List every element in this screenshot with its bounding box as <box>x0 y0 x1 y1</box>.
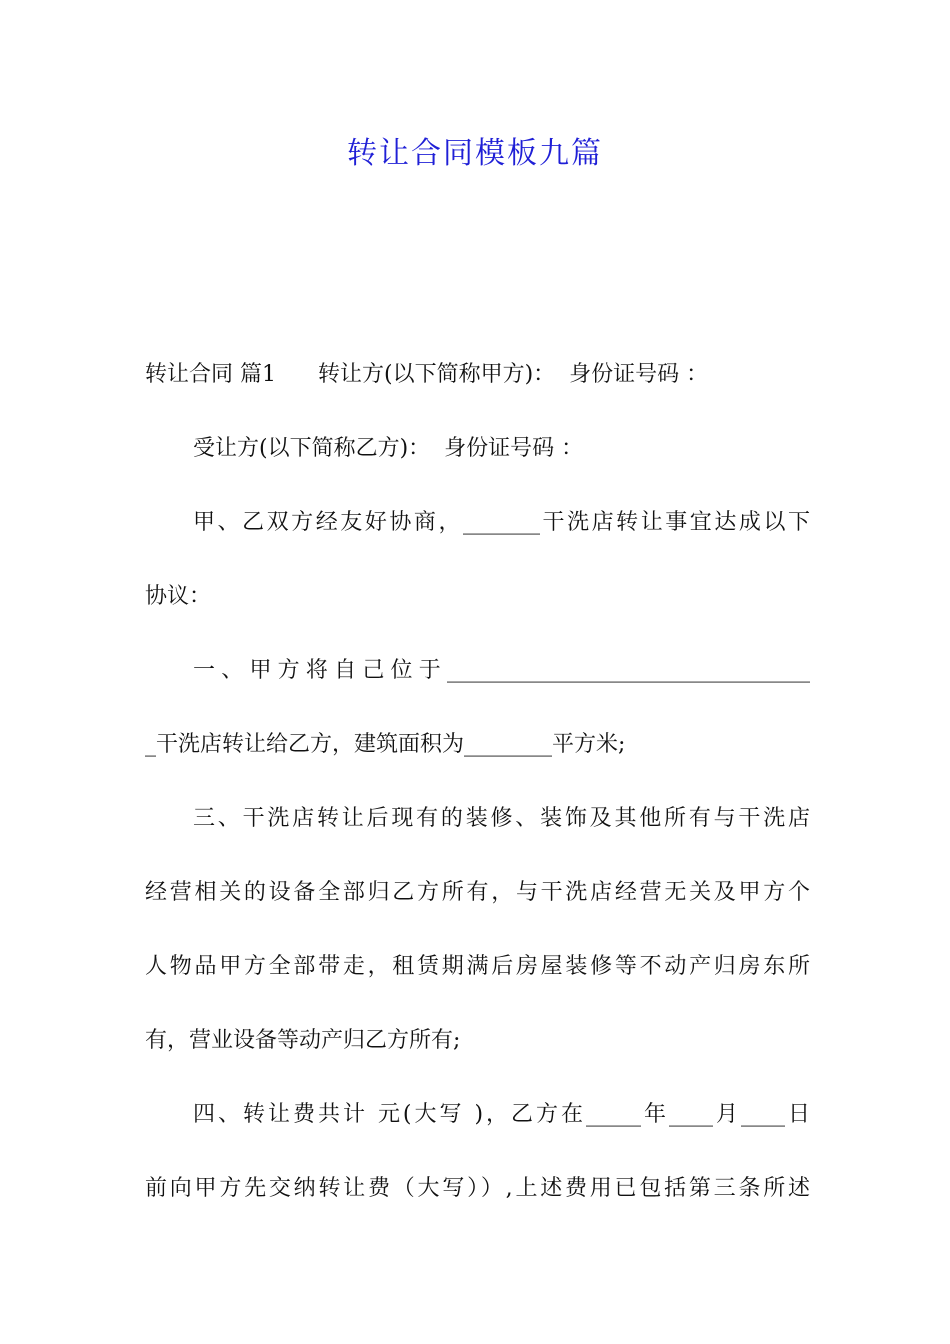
paragraph-line-9: 人物品甲方全部带走，租赁期满后房屋装修等不动产归房东所 <box>145 954 810 979</box>
paragraph-line-1 <box>145 338 810 412</box>
paragraph-line-5: 一、甲方将自己位于_________________________________ <box>193 658 810 683</box>
paragraph-line-6: _干洗店转让给乙方，建筑面积为________平方米; <box>145 732 626 757</box>
transferor-id-label: 身份证号码 ： <box>569 362 709 387</box>
paragraph-line-2 <box>145 412 810 486</box>
paragraph-line-4: 协议： <box>145 584 212 609</box>
contract-heading: 转让合同 篇1 <box>145 362 276 387</box>
transferor-label: 转让方(以下简称甲方)： <box>318 362 556 387</box>
transferee-label: 受让方(以下简称乙方)： <box>193 436 431 461</box>
paragraph-line-11: 四、转让费共计 元(大写 )，乙方在_____年____月____日 <box>193 1102 810 1127</box>
paragraph-line-12: 前向甲方先交纳转让费（大写））,上述费用已包括第三条所述 <box>145 1176 810 1201</box>
transferee-id-label: 身份证号码 ： <box>444 436 584 461</box>
document-title: 转让合同模板九篇 <box>347 136 603 171</box>
paragraph-line-3: 甲、乙双方经友好协商，_______干洗店转让事宜达成以下 <box>193 510 810 535</box>
paragraph-line-10: 有，营业设备等动产归乙方所有; <box>145 1028 461 1053</box>
paragraph-line-7: 三、干洗店转让后现有的装修、装饰及其他所有与干洗店 <box>193 806 810 831</box>
paragraph-line-8: 经营相关的设备全部归乙方所有，与干洗店经营无关及甲方个 <box>145 880 810 905</box>
document-body <box>145 338 810 1226</box>
